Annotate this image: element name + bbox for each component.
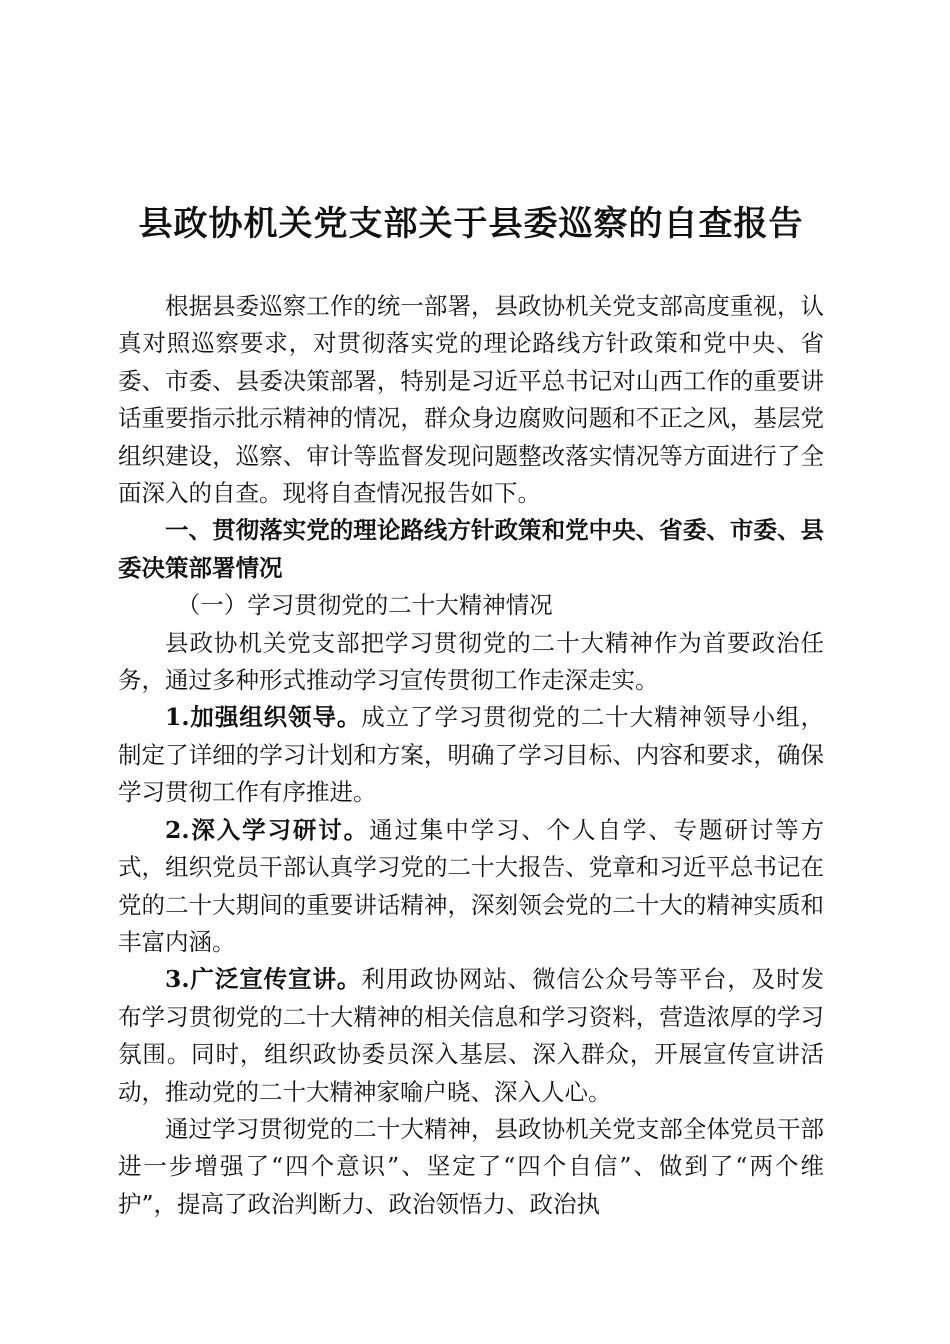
item-lead: 2.深入学习研讨。 bbox=[165, 815, 370, 844]
item-text: 利用政协网站、微信公众号等平台，及时发布学习贯彻党的二十大精神的相关信息和学习资料，营造浓厚的学习氛围。同时，组织政协委员深入基层、深入群众，开展宣传宣讲活动，推动党的二十大精神家喻户晓、深入人心。 bbox=[118, 965, 824, 1106]
item-lead: 3.广泛宣传宣讲。 bbox=[165, 965, 362, 994]
intro-paragraph: 根据县委巡察工作的统一部署，县政协机关党支部高度重视，认真对照巡察要求，对贯彻落实党的理论路线方针政策和党中央、省委、市委、县委决策部署，特别是习近平总书记对山西工作的重要讲话重要指示批示精神的情况，群众身边腐败问题和不正之风，基层党组织建设，巡察、审计等监督发现问题整改落实情况等方面进行了全面深入的自查。现将自查情况报告如下。 bbox=[118, 292, 824, 508]
item-text: 成立了学习贯彻党的二十大精神领导小组，制定了详细的学习计划和方案，明确了学习目标、内容和要求，确保学习贯彻工作有序推进。 bbox=[118, 703, 824, 807]
section-heading: 一、贯彻落实党的理论路线方针政策和党中央、省委、市委、县委决策部署情况 bbox=[118, 516, 824, 582]
document-title: 县政协机关党支部关于县委巡察的自查报告 bbox=[138, 204, 804, 244]
item-paragraph bbox=[118, 812, 824, 962]
item-lead: 1.加强组织领导。 bbox=[165, 703, 362, 732]
item-paragraph bbox=[118, 961, 824, 1111]
closing-paragraph: 通过学习贯彻党的二十大精神，县政协机关党支部全体党员干部进一步增强了“四个意识”、坚定了“四个自信”、做到了“两个维护”，提高了政治判断力、政治领悟力、政治执 bbox=[118, 1114, 824, 1218]
subsection-heading: （一）学习贯彻党的二十大精神情况 bbox=[176, 591, 553, 620]
document-body bbox=[118, 288, 824, 1223]
item-paragraph bbox=[118, 699, 824, 811]
item-text: 通过集中学习、个人自学、专题研讨等方式，组织党员干部认真学习党的二十大报告、党章和习近平总书记在党的二十大期间的重要讲话精神，深刻领会党的二十大的精神实质和丰富内涵。 bbox=[118, 815, 824, 956]
subsection-intro-paragraph: 县政协机关党支部把学习贯彻党的二十大精神作为首要政治任务，通过多种形式推动学习宣传贯彻工作走深走实。 bbox=[118, 628, 824, 695]
